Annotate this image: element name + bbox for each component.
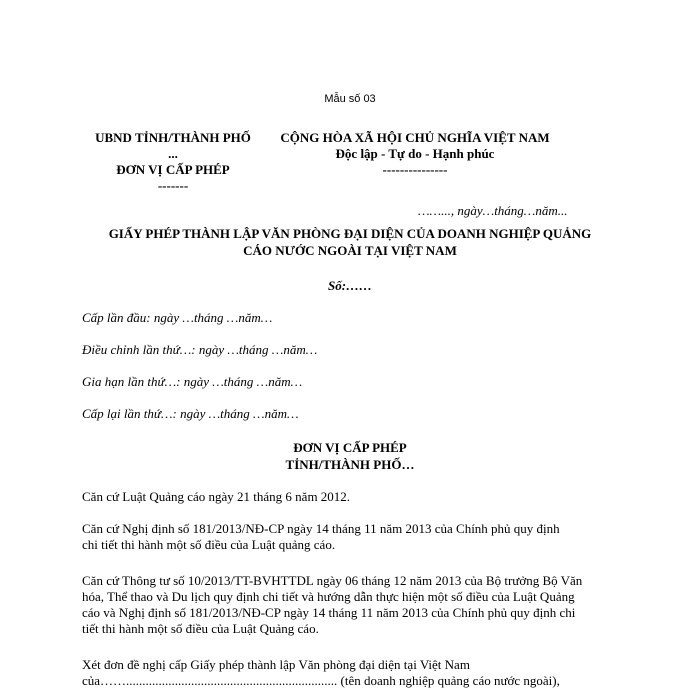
paragraph-line: Căn cứ Thông tư số 10/2013/TT-BVHTTDL ngày 06 tháng 12 năm 2013 của Bộ trưởng Bộ Văn (82, 573, 583, 588)
national-motto: Độc lập - Tự do - Hạnh phúc (335, 146, 495, 161)
paragraph-line: hóa, Thể thao và Du lịch quy định chi tiết và hướng dẫn thực hiện một số điều của Luật Quảng (82, 589, 575, 604)
paragraph-line: chi tiết thi hành một số điều của Luật quảng cáo. (82, 537, 336, 552)
left-divider: ------- (157, 178, 189, 193)
paragraph-line: Xét đơn đề nghị cấp Giấy phép thành lập Văn phòng đại diện tại Việt Nam (82, 657, 470, 672)
form-number: Mẫu số 03 (324, 93, 376, 105)
national-header (270, 130, 560, 178)
date-line: ……..., ngày…tháng…năm... (418, 203, 568, 218)
legal-basis-decree (82, 521, 602, 553)
legal-basis-circular (82, 573, 602, 637)
application-review (82, 657, 602, 689)
province-name: UBND TỈNH/THÀNH PHỐ (95, 130, 251, 145)
paragraph-line: tiết thi hành một số điều của Luật Quảng cáo. (82, 621, 319, 636)
province-ellipsis: ... (168, 146, 178, 161)
document-title-line-2: CÁO NƯỚC NGOÀI TẠI VIỆT NAM (243, 243, 457, 258)
document-number: Số:…… (327, 278, 373, 293)
paragraph-line: cáo và Nghị định số 181/2013/NĐ-CP ngày 14 tháng 11 năm 2013 của Chính phủ quy định chi (82, 605, 576, 620)
right-divider: --------------- (382, 162, 448, 177)
document-title-line-1: GIẤY PHÉP THÀNH LẬP VĂN PHÒNG ĐẠI DIỆN CỦA DOANH NGHIỆP QUẢNG (108, 226, 592, 241)
legal-basis-advertising-law (82, 489, 602, 505)
issuing-unit-name: ĐƠN VỊ CẤP PHÉP (116, 162, 230, 177)
reissue-line: Cấp lại lần thứ…: ngày …tháng …năm… (82, 406, 299, 421)
paragraph-line: Căn cứ Nghị định số 181/2013/NĐ-CP ngày 14 tháng 11 năm 2013 của Chính phủ quy định (82, 521, 560, 536)
country-name: CỘNG HÒA XÃ HỘI CHỦ NGHĨA VIỆT NAM (280, 130, 550, 145)
extension-line: Gia hạn lần thứ…: ngày …tháng …năm… (82, 374, 303, 389)
paragraph-line: Căn cứ Luật Quảng cáo ngày 21 tháng 6 năm 2012. (82, 489, 351, 504)
authority-province: TỈNH/THÀNH PHỐ… (285, 457, 415, 472)
issuing-unit-header (68, 130, 278, 194)
adjustment-line: Điều chỉnh lần thứ…: ngày …tháng …năm… (82, 342, 318, 357)
paragraph-line: của……................................................................. (tên doanh nghiệp quảng cáo nước ngoài), (82, 673, 560, 688)
first-issuance-line: Cấp lần đầu: ngày …tháng …năm… (82, 310, 273, 325)
authority-name: ĐƠN VỊ CẤP PHÉP (293, 440, 407, 455)
